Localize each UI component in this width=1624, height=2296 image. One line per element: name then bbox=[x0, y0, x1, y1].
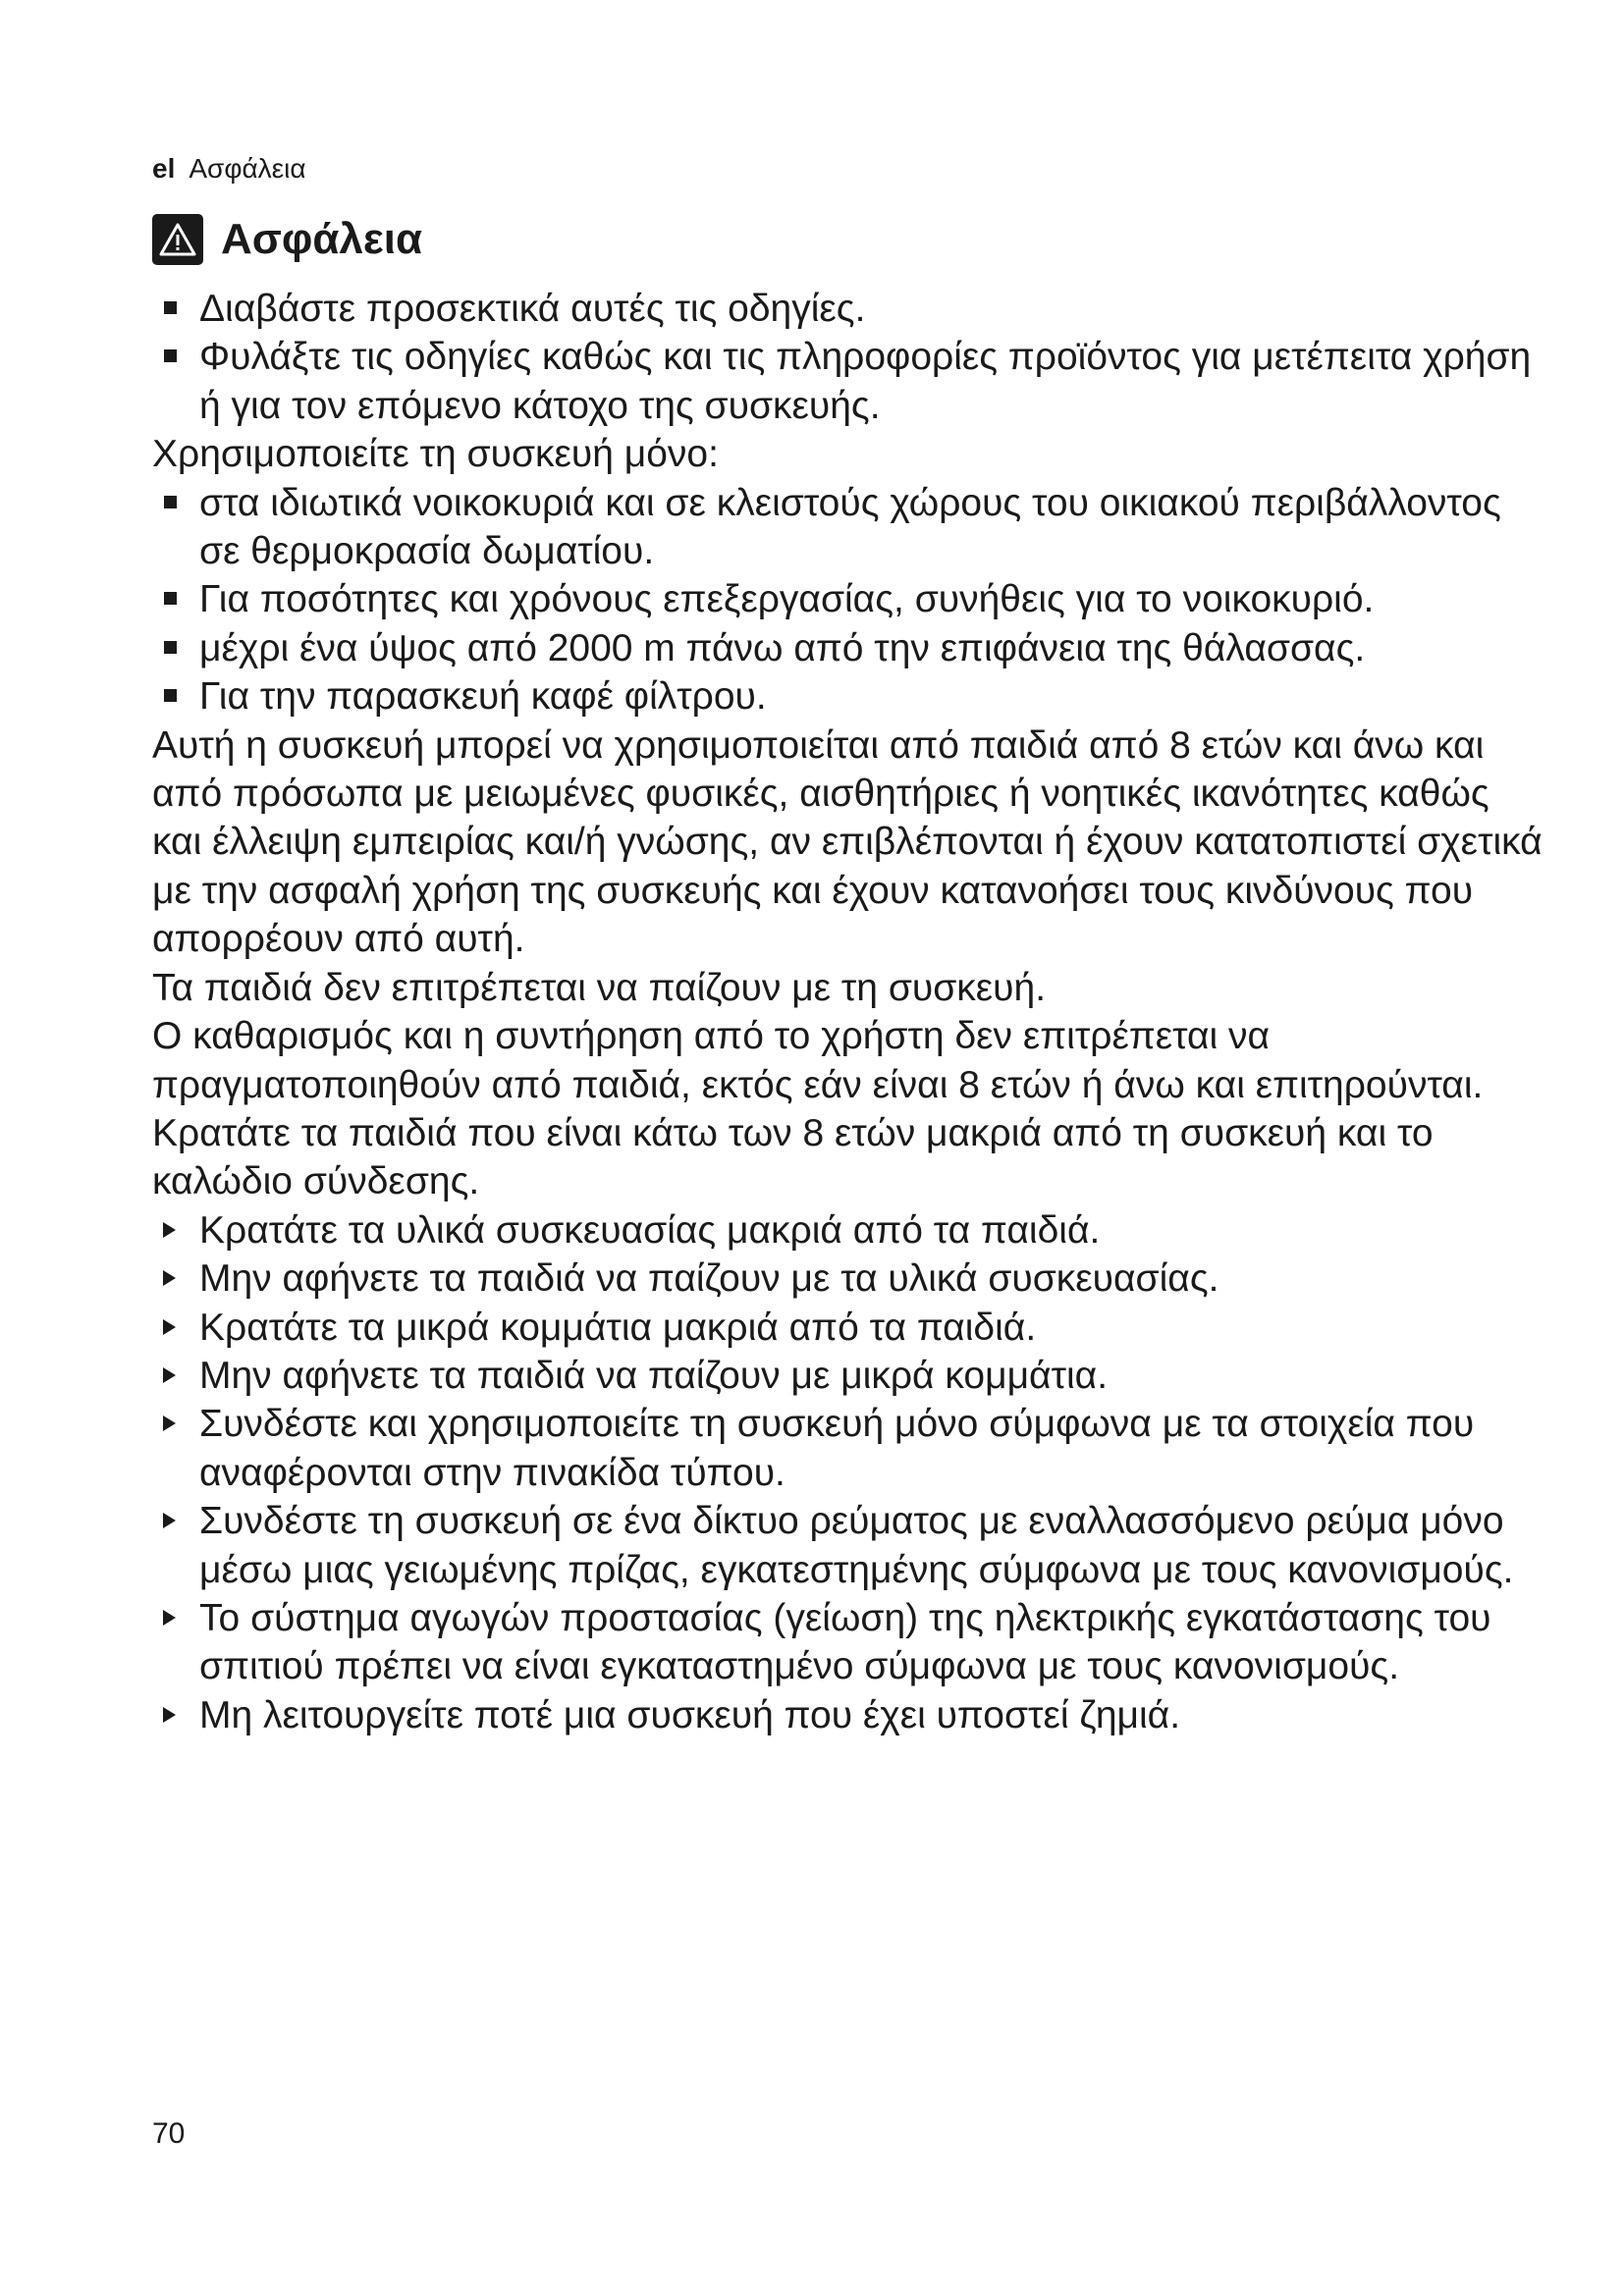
safety-content bbox=[152, 285, 1546, 1739]
page-number: 70 bbox=[152, 2117, 186, 2150]
use-bullet: στα ιδιωτικά νοικοκυριά και σε κλειστούς χώρους του οικιακού περιβάλλοντος σε θερμοκρασία δωματίου. bbox=[152, 479, 1546, 576]
paragraph: Ο καθαρισμός και η συντήρηση από το χρήστη δεν επιτρέπεται να πραγματοποιηθούν από παιδιά, εκτός εάν είναι 8 ετών ή άνω και επιτηρούνται. bbox=[152, 1015, 1484, 1106]
use-bullet: μέχρι ένα ύψος από 2000 m πάνω από την επιφάνεια της θάλασσας. bbox=[152, 624, 1546, 672]
instruction-item: Συνδέστε τη συσκευή σε ένα δίκτυο ρεύματος με εναλλασσόμενο ρεύμα μόνο μέσω μιας γειωμένης πρίζας, εγκατεστημένης σύμφωνα με τους κανονισμούς. bbox=[152, 1497, 1546, 1594]
page-title: Ασφάλεια bbox=[221, 215, 423, 263]
section-title bbox=[152, 214, 422, 265]
intro-bullet: Διαβάστε προσεκτικά αυτές τις οδηγίες. bbox=[152, 285, 1546, 333]
instruction-item: Το σύστημα αγωγών προστασίας (γείωση) της ηλεκτρικής εγκατάστασης του σπιτιού πρέπει να είναι εγκαταστημένο σύμφωνα με τους κανονισμούς. bbox=[152, 1594, 1546, 1691]
instruction-item: Κρατάτε τα υλικά συσκευασίας μακριά από τα παιδιά. bbox=[152, 1206, 1546, 1255]
use-only-label: Χρησιμοποιείτε τη συσκευή μόνο: bbox=[152, 433, 719, 476]
instruction-item: Κρατάτε τα μικρά κομμάτια μακριά από τα παιδιά. bbox=[152, 1304, 1546, 1352]
language-code: el bbox=[152, 153, 176, 184]
instruction-item: Μη λειτουργείτε ποτέ μια συσκευή που έχει υποστεί ζημιά. bbox=[152, 1691, 1546, 1739]
instruction-item: Συνδέστε και χρησιμοποιείτε τη συσκευή μόνο σύμφωνα με τα στοιχεία που αναφέρονται στην πινακίδα τύπου. bbox=[152, 1400, 1546, 1497]
use-bullet: Για την παρασκευή καφέ φίλτρου. bbox=[152, 672, 1546, 721]
paragraph: Αυτή η συσκευή μπορεί να χρησιμοποιείται από παιδιά από 8 ετών και άνω και από πρόσωπα με μειωμένες φυσικές, αισθητήριες ή νοητικές ικανότητες καθώς και έλλειψη εμπειρίας και/ή γνώσης, αν επιβλέπονται ή έχουν κατατοπιστεί σχετικά με την ασφαλή χρήση της συσκευής και έχουν κατανοήσει τους κινδύνους που απορρέουν από αυτή. bbox=[152, 723, 1543, 961]
running-header bbox=[152, 153, 306, 185]
warning-triangle-icon bbox=[152, 214, 203, 265]
header-section: Ασφάλεια bbox=[189, 153, 306, 184]
use-bullet: Για ποσότητες και χρόνους επεξεργασίας, συνήθεις για το νοικοκυριό. bbox=[152, 575, 1546, 623]
paragraph: Κρατάτε τα παιδιά που είναι κάτω των 8 ετών μακριά από τη συσκευή και το καλώδιο σύνδεσης. bbox=[152, 1111, 1434, 1203]
paragraph: Τα παιδιά δεν επιτρέπεται να παίζουν με τη συσκευή. bbox=[152, 966, 1047, 1009]
instruction-item: Μην αφήνετε τα παιδιά να παίζουν με τα υλικά συσκευασίας. bbox=[152, 1255, 1546, 1303]
intro-bullet: Φυλάξτε τις οδηγίες καθώς και τις πληροφορίες προϊόντος για μετέπειτα χρήση ή για τον επόμενο κάτοχο της συσκευής. bbox=[152, 333, 1546, 430]
instruction-item: Μην αφήνετε τα παιδιά να παίζουν με μικρά κομμάτια. bbox=[152, 1352, 1546, 1400]
